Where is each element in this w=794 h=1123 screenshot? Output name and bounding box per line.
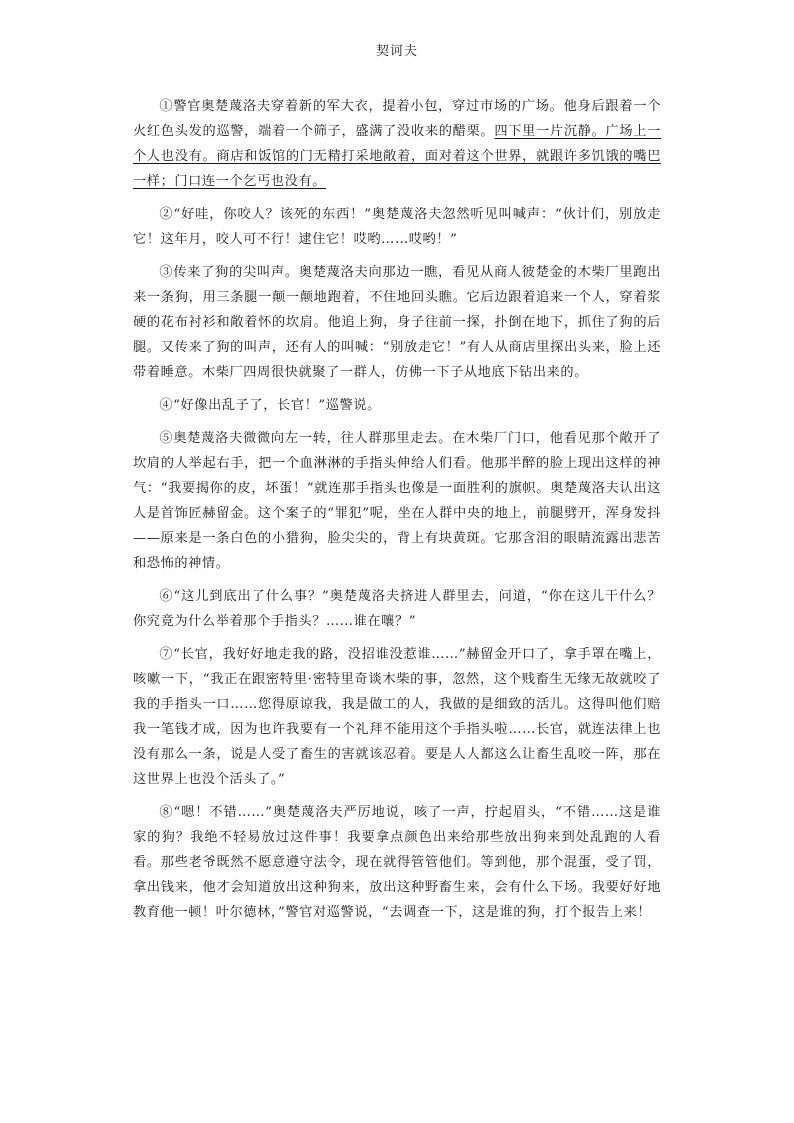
paragraph-4: ④“好像出乱子了，长官！”巡警说。 <box>159 398 381 413</box>
paragraph-5: ⑤奥楚蔑洛夫微微向左一转，往人群那里走去。在木柴厂门口，他看见那个敞开了坎肩的人举起右手，把一个血淋淋的手指头伸给人们看。他那半醉的脸上现出这样的神气：“我要揭你的皮，坏蛋！”就连那手指头也像是一面胜利的旗帜。奥楚蔑洛夫认出这人是首饰匠赫留金。这个案子的“罪犯”呢，坐在人群中央的地上，前腿劈开，浑身发抖——原来是一条白色的小猎狗，脸尖尖的，背上有块黄斑。它那含泪的眼睛流露出悲苦和恐怖的神情。 <box>133 431 661 571</box>
paragraph-1-underlined-text: 四下里一片沉静。广场上一个人也没有。商店和饭馆的门无精打采地敞着，面对着这个世界，就跟许多饥饿的嘴巴一样；门口连一个乞丐也没有。 <box>133 124 661 189</box>
paragraph-2: ②“好哇，你咬人？该死的东西！”奥楚蔑洛夫忽然听见叫喊声：“伙计们，别放走它！这年月，咬人可不行！逮住它！哎哟……哎哟！” <box>133 207 661 247</box>
paragraph-1-text: ①警官奥楚蔑洛夫穿着新的军大衣，提着小包，穿过市场的广场。他身后跟着一个火红色头发的巡警，端着一个筛子，盛满了没收来的醋栗。 <box>133 99 661 139</box>
paragraph-6: ⑥“这儿到底出了什么事？”奥楚蔑洛夫挤进人群里去，问道，“你在这儿干什么？你究竟为什么举着那个手指头？……谁在嚷？” <box>133 589 661 629</box>
author-name: 契诃夫 <box>375 44 418 59</box>
paragraph-8: ⑧“嗯！不错……”奥楚蔑洛夫严厉地说，咳了一声，拧起眉头，“不错……这是谁家的狗？我绝不轻易放过这件事！我要拿点颜色出来给那些放出狗来到处乱跑的人看看。那些老爷既然不愿意遵守法令，现在就得管管他们。等到他，那个混蛋，受了罚，拿出钱来，他才会知道放出这种狗来，放出这种野畜生来，会有什么下场。我要好好地教育他一顿！叶尔德林，”警官对巡警说，“去调查一下，这是谁的狗，打个报告上来！ <box>133 805 661 920</box>
paragraph-1 <box>133 94 661 194</box>
paragraph-3: ③传来了狗的尖叫声。奥楚蔑洛夫向那边一瞧，看见从商人彼楚金的木柴厂里跑出来一条狗，用三条腿一颠一颠地跑着，不住地回头瞧。它后边跟着追来一个人，穿着浆硬的花布衬衫和敞着怀的坎肩。他追上狗，身子往前一探，扑倒在地下，抓住了狗的后腿。又传来了狗的叫声，还有人的叫喊：“别放走它！”有人从商店里探出头来，脸上还带着睡意。木柴厂四周很快就聚了一群人，仿佛一下子从地底下钻出来的。 <box>133 265 661 380</box>
story-body <box>133 94 661 933</box>
paragraph-7: ⑦“长官，我好好地走我的路，没招谁没惹谁……”赫留金开口了，拿手罩在嘴上，咳嗽一下，“我正在跟密特里·密特里奇谈木柴的事，忽然，这个贱畜生无缘无故就咬了我的手指头一口……您得原谅我，我是做工的人，我做的是细致的活儿。这得叫他们赔我一笔钱才成，因为也许我要有一个礼拜不能用这个手指头啦……长官，就连法律上也没有那么一条，说是人受了畜生的害就该忍着。要是人人都这么让畜生乱咬一阵，那在这世界上也没个活头了。” <box>133 647 661 787</box>
